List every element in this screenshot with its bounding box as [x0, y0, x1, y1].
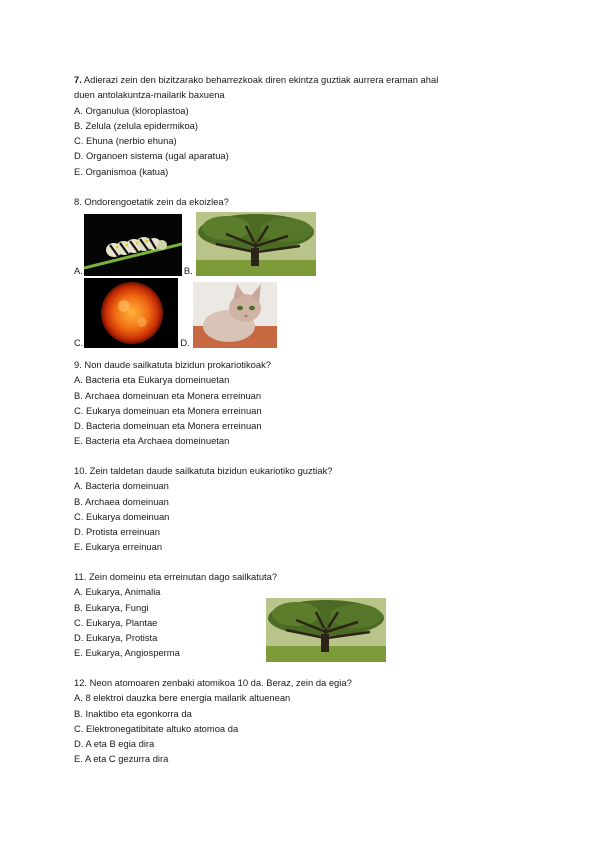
q7-option-e: E. Organismoa (katua) — [74, 165, 169, 177]
q7-option-c: C. Ehuna (nerbio ehuna) — [74, 135, 177, 147]
question-7-title-cont: duen antolakuntza-mailarik baxuena — [74, 89, 225, 101]
question-10-title: 10. Zein taldetan daude sailkatuta bizidun eukariotiko guztiak? — [74, 465, 333, 476]
q10-option-d: D. Protista erreinuan — [74, 526, 160, 538]
tree-photo — [196, 212, 316, 276]
q8-image-row-2 — [74, 278, 277, 348]
caterpillar-photo — [84, 214, 182, 276]
q7-option-a: A. Organulua (kloroplastoa) — [74, 104, 189, 116]
cat-photo — [193, 282, 277, 348]
q10-option-e: E. Eukarya erreinuan — [74, 541, 163, 553]
question-12 — [74, 675, 494, 766]
question-11-title: 11. Zein domeinu eta erreinutan dago sailkatuta? — [74, 571, 278, 582]
q7-option-d: D. Organoen sistema (ugal aparatua) — [74, 150, 229, 162]
q11-option-c: C. Eukarya, Plantae — [74, 616, 158, 628]
q8-label-a: A. — [74, 265, 83, 276]
question-10 — [74, 463, 494, 554]
q12-option-c: C. Elektronegatibitate altuko atomoa da — [74, 722, 239, 734]
q11-option-e: E. Eukarya, Angiosperma — [74, 647, 180, 659]
q9-option-b: B. Archaea domeinuan eta Monera erreinuan — [74, 389, 262, 401]
q8-image-row-1 — [74, 212, 316, 276]
q10-option-c: C. Eukarya domeinuan — [74, 510, 170, 522]
q11-option-a: A. Eukarya, Animalia — [74, 586, 161, 598]
question-8 — [74, 194, 494, 209]
q9-option-c: C. Eukarya domeinuan eta Monera erreinuan — [74, 404, 262, 416]
question-7-title: 7. Adierazi zein den bizitzarako beharrezkoak diren ekintza guztiak aurrera eraman ahal — [74, 74, 439, 85]
q8-label-b: B. — [183, 265, 193, 276]
q11-option-d: D. Eukarya, Protista — [74, 632, 158, 644]
tree-photo — [266, 598, 386, 662]
q9-option-d: D. Bacteria domeinuan eta Monera erreinuan — [74, 420, 262, 432]
q9-option-e: E. Bacteria eta Archaea domeinuetan — [74, 435, 230, 447]
q10-option-a: A. Bacteria domeinuan — [74, 480, 169, 492]
question-8-title: 8. Ondorengoetatik zein da ekoizlea? — [74, 196, 229, 207]
q8-label-d: D. — [180, 337, 190, 348]
q8-label-c: C. — [74, 337, 84, 348]
question-7 — [74, 72, 494, 179]
q9-option-a: A. Bacteria eta Eukarya domeinuetan — [74, 374, 230, 386]
q12-option-b: B. Inaktibo eta egonkorra da — [74, 707, 192, 719]
q7-option-b: B. Zelula (zelula epidermikoa) — [74, 120, 199, 132]
question-9-title: 9. Non daude sailkatuta bizidun prokariotikoak? — [74, 359, 271, 370]
q12-option-a: A. 8 elektroi dauzka bere energia mailarik altuenean — [74, 692, 291, 704]
question-12-title: 12. Neon atomoaren zenbaki atomikoa 10 da. Beraz, zein da egia? — [74, 677, 352, 688]
q10-option-b: B. Archaea domeinuan — [74, 495, 169, 507]
q12-option-d: D. A eta B egia dira — [74, 738, 155, 750]
q11-option-b: B. Eukarya, Fungi — [74, 601, 149, 613]
q12-option-e: E. A eta C gezurra dira — [74, 753, 169, 765]
question-9 — [74, 357, 494, 448]
sun-photo — [84, 278, 178, 348]
